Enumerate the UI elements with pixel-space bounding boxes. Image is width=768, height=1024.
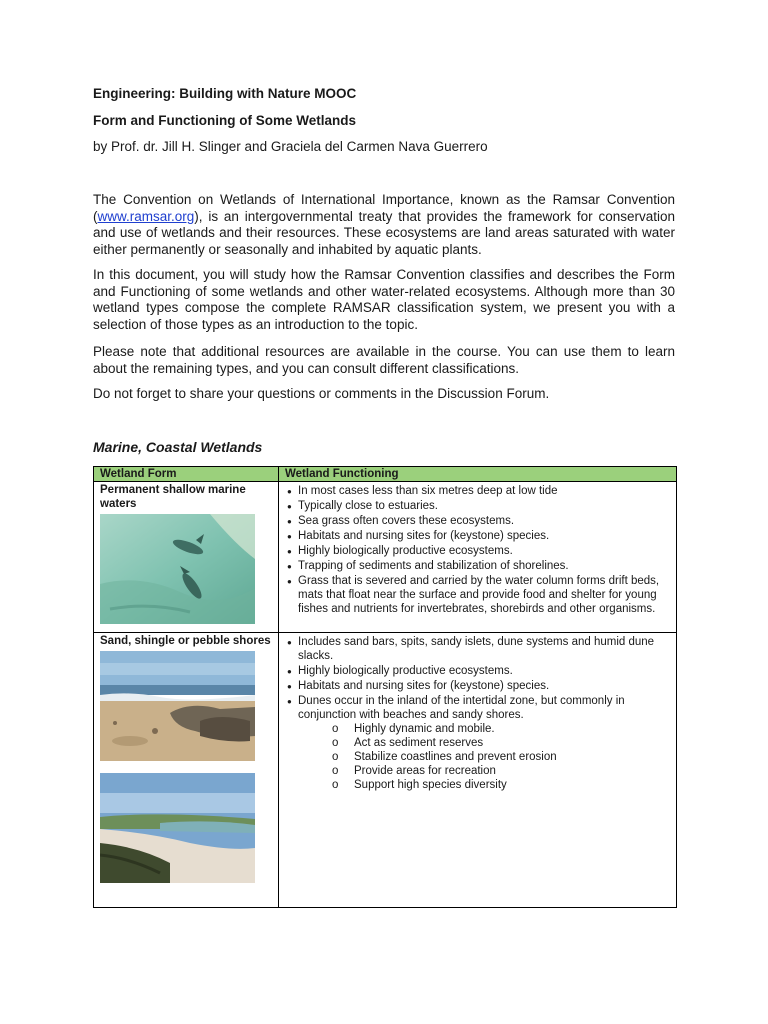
wetland-table bbox=[93, 466, 677, 908]
functioning-cell bbox=[279, 482, 677, 633]
functioning-cell bbox=[279, 633, 677, 908]
sub-list-item: o Support high species diversity bbox=[354, 778, 670, 792]
functioning-list bbox=[285, 484, 670, 616]
intro-p1-text-b: ), is an intergovernmental treaty that provides the framework for conservation and use of wetlands and their resources. These ecosystems are land areas saturated with water either permanently or seasonally and inhabited by aquatic plants. bbox=[93, 208, 675, 257]
list-item: ● Highly biologically productive ecosystems. bbox=[298, 664, 670, 678]
intro-paragraph-3: Please note that additional resources are available in the course. You can use them to learn about the remaining types, and you can consult different classifications. bbox=[93, 344, 675, 376]
list-item-text: Dunes occur in the inland of the intertidal zone, but commonly in conjunction with beaches and sandy shores. bbox=[298, 695, 625, 721]
course-title: Engineering: Building with Nature MOOC bbox=[93, 86, 357, 101]
list-item: ● Grass that is severed and carried by the water column forms drift beds, mats that float near the surface and provide food and shelter for young fishes and nutrients for invertebrates, shorebirds and other organisms. bbox=[298, 574, 670, 616]
list-item: ● Habitats and nursing sites for (keystone) species. bbox=[298, 679, 670, 693]
document-title: Form and Functioning of Some Wetlands bbox=[93, 113, 356, 128]
header-wetland-form: Wetland Form bbox=[94, 467, 279, 482]
intro-paragraph-1 bbox=[93, 192, 675, 258]
ramsar-link[interactable]: www.ramsar.org bbox=[97, 208, 195, 224]
shallow-marine-water-photo bbox=[100, 514, 255, 624]
form-name: Sand, shingle or pebble shores bbox=[100, 635, 271, 647]
intro-paragraph-2: In this document, you will study how the Ramsar Convention classifies and describes the Form and Functioning of some wetlands and other water-related ecosystems. Although more than 30 wetland types compose the complete RAMSAR classification system, we present you with a selection of those types as an introduction to the topic. bbox=[93, 267, 675, 332]
intro-paragraph-4: Do not forget to share your questions or comments in the Discussion Forum. bbox=[93, 386, 550, 401]
form-cell bbox=[94, 482, 279, 633]
list-item bbox=[298, 694, 670, 792]
sand-dunes-photo bbox=[100, 773, 255, 883]
rocky-beach-photo bbox=[100, 651, 255, 761]
section-title: Marine, Coastal Wetlands bbox=[93, 439, 263, 455]
list-item: ● Includes sand bars, spits, sandy islets, dune systems and humid dune slacks. bbox=[298, 635, 670, 663]
intro-p1-text-a: The Convention on Wetlands of International Importance, known as the Ramsar Convention ( bbox=[93, 192, 675, 224]
header-wetland-functioning: Wetland Functioning bbox=[279, 467, 677, 482]
form-name: Permanent shallow marine waters bbox=[100, 484, 246, 510]
list-item: ● Habitats and nursing sites for (keystone) species. bbox=[298, 529, 670, 543]
form-cell bbox=[94, 633, 279, 908]
table-header-row bbox=[94, 467, 677, 482]
authors-line: by Prof. dr. Jill H. Slinger and Graciela del Carmen Nava Guerrero bbox=[93, 139, 488, 154]
sub-list-item: o Provide areas for recreation bbox=[354, 764, 670, 778]
list-item: ● Highly biologically productive ecosystems. bbox=[298, 544, 670, 558]
sub-list-item: o Stabilize coastlines and prevent erosion bbox=[354, 750, 670, 764]
sub-list-item: o Highly dynamic and mobile. bbox=[354, 722, 670, 736]
list-item: ● Sea grass often covers these ecosystems. bbox=[298, 514, 670, 528]
list-item: ● Trapping of sediments and stabilization of shorelines. bbox=[298, 559, 670, 573]
table-row bbox=[94, 633, 677, 908]
list-item: ● Typically close to estuaries. bbox=[298, 499, 670, 513]
table-row bbox=[94, 482, 677, 633]
functioning-list bbox=[285, 635, 670, 792]
list-item: ● In most cases less than six metres deep at low tide bbox=[298, 484, 670, 498]
dune-sub-list bbox=[298, 722, 670, 792]
sub-list-item: o Act as sediment reserves bbox=[354, 736, 670, 750]
